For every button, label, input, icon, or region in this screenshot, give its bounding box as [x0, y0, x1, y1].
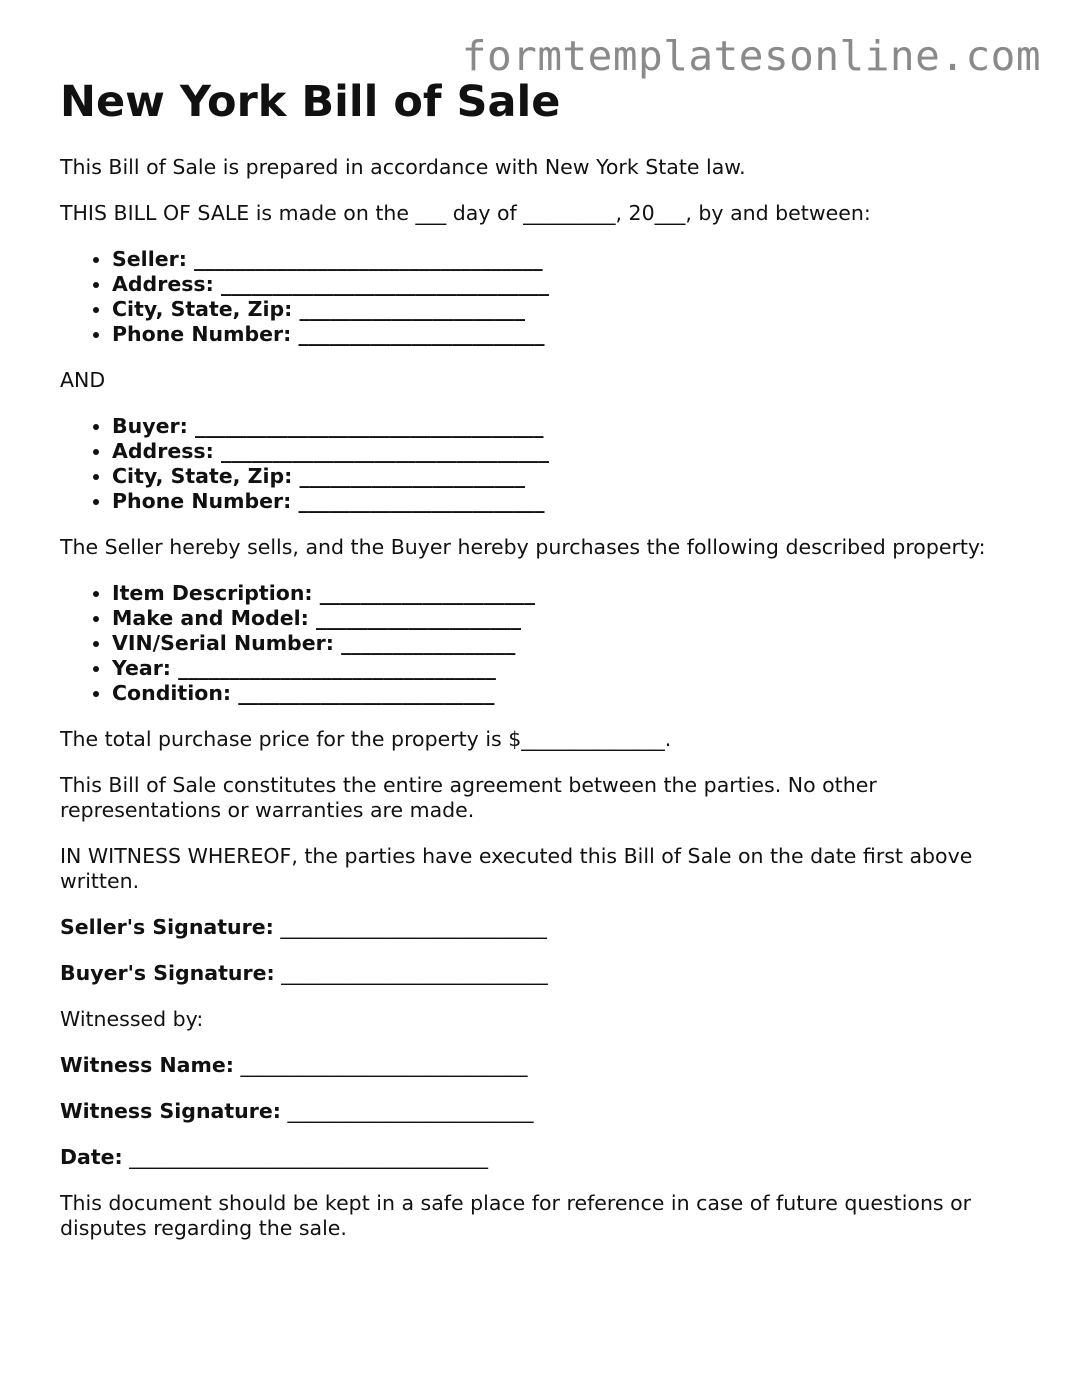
field-label: Seller: [112, 247, 187, 271]
watermark: formtemplatesonline.com [461, 32, 1041, 80]
witness-name-line [60, 1053, 1030, 1078]
field-blank: __________________________________ [194, 247, 543, 271]
list-item [112, 439, 1030, 464]
field-blank: _________________ [341, 631, 516, 655]
field-label: Address: [112, 272, 214, 296]
closing-paragraph: This document should be kept in a safe place for reference in case of future questions or disputes regarding the sale. [60, 1191, 972, 1240]
field-label: City, State, Zip: [112, 297, 293, 321]
field-label: Address: [112, 439, 214, 463]
seller-signature-line [60, 915, 1030, 940]
made-on-paragraph: THIS BILL OF SALE is made on the ___ day of _________, 20___, by and between: [60, 201, 871, 225]
field-blank: ______________________ [299, 464, 525, 488]
witness-whereof-paragraph: IN WITNESS WHEREOF, the parties have executed this Bill of Sale on the date first above written. [60, 844, 973, 893]
field-blank: ________________________________ [220, 439, 549, 463]
document-body [60, 76, 1030, 1241]
field-blank: _______________________________ [178, 656, 496, 680]
field-label: Buyer: [112, 414, 188, 438]
field-blank: __________________________________ [194, 414, 544, 438]
agreement-paragraph: This Bill of Sale constitutes the entire agreement between the parties. No other representations or warranties are made. [60, 773, 877, 822]
field-blank: ________________________ [287, 1099, 534, 1123]
list-item [112, 414, 1030, 439]
field-label: VIN/Serial Number: [112, 631, 334, 655]
list-item [112, 272, 1030, 297]
field-label: Make and Model: [112, 606, 309, 630]
list-item [112, 681, 1030, 706]
field-label: Date: [60, 1145, 123, 1169]
buyer-signature-line [60, 961, 1030, 986]
field-blank: _____________________ [319, 581, 536, 605]
field-blank: __________________________ [280, 915, 547, 939]
field-label: Item Description: [112, 581, 313, 605]
list-item [112, 606, 1030, 631]
list-item [112, 656, 1030, 681]
field-blank: __________________________ [281, 961, 548, 985]
page-title: New York Bill of Sale [60, 77, 561, 127]
property-intro-paragraph: The Seller hereby sells, and the Buyer hereby purchases the following described property: [60, 535, 986, 559]
field-label: Witness Name: [60, 1053, 234, 1077]
field-blank: ________________________ [298, 322, 545, 346]
list-item [112, 247, 1030, 272]
field-label: Witness Signature: [60, 1099, 281, 1123]
field-blank: _________________________ [238, 681, 495, 705]
field-blank: ______________________ [299, 297, 525, 321]
price-paragraph: The total purchase price for the property is $______________. [60, 727, 672, 751]
list-item [112, 489, 1030, 514]
intro-paragraph: This Bill of Sale is prepared in accordance with New York State law. [60, 155, 746, 179]
field-label: Buyer's Signature: [60, 961, 275, 985]
field-blank: ________________________________ [220, 272, 549, 296]
field-label: Phone Number: [112, 489, 292, 513]
and-separator: AND [60, 368, 106, 392]
field-label: City, State, Zip: [112, 464, 293, 488]
field-blank: ____________________________ [240, 1053, 528, 1077]
field-blank: ____________________ [316, 606, 522, 630]
list-item [112, 297, 1030, 322]
list-item [112, 631, 1030, 656]
field-label: Year: [112, 656, 172, 680]
field-label: Seller's Signature: [60, 915, 274, 939]
field-blank: ___________________________________ [129, 1145, 489, 1169]
witnessed-by-label: Witnessed by: [60, 1007, 204, 1031]
field-label: Phone Number: [112, 322, 292, 346]
buyer-fields-list [60, 414, 1030, 514]
field-label: Condition: [112, 681, 232, 705]
date-line [60, 1145, 1030, 1170]
list-item [112, 464, 1030, 489]
witness-signature-line [60, 1099, 1030, 1124]
property-fields-list [60, 581, 1030, 706]
list-item [112, 581, 1030, 606]
list-item [112, 322, 1030, 347]
seller-fields-list [60, 247, 1030, 347]
field-blank: ________________________ [298, 489, 545, 513]
